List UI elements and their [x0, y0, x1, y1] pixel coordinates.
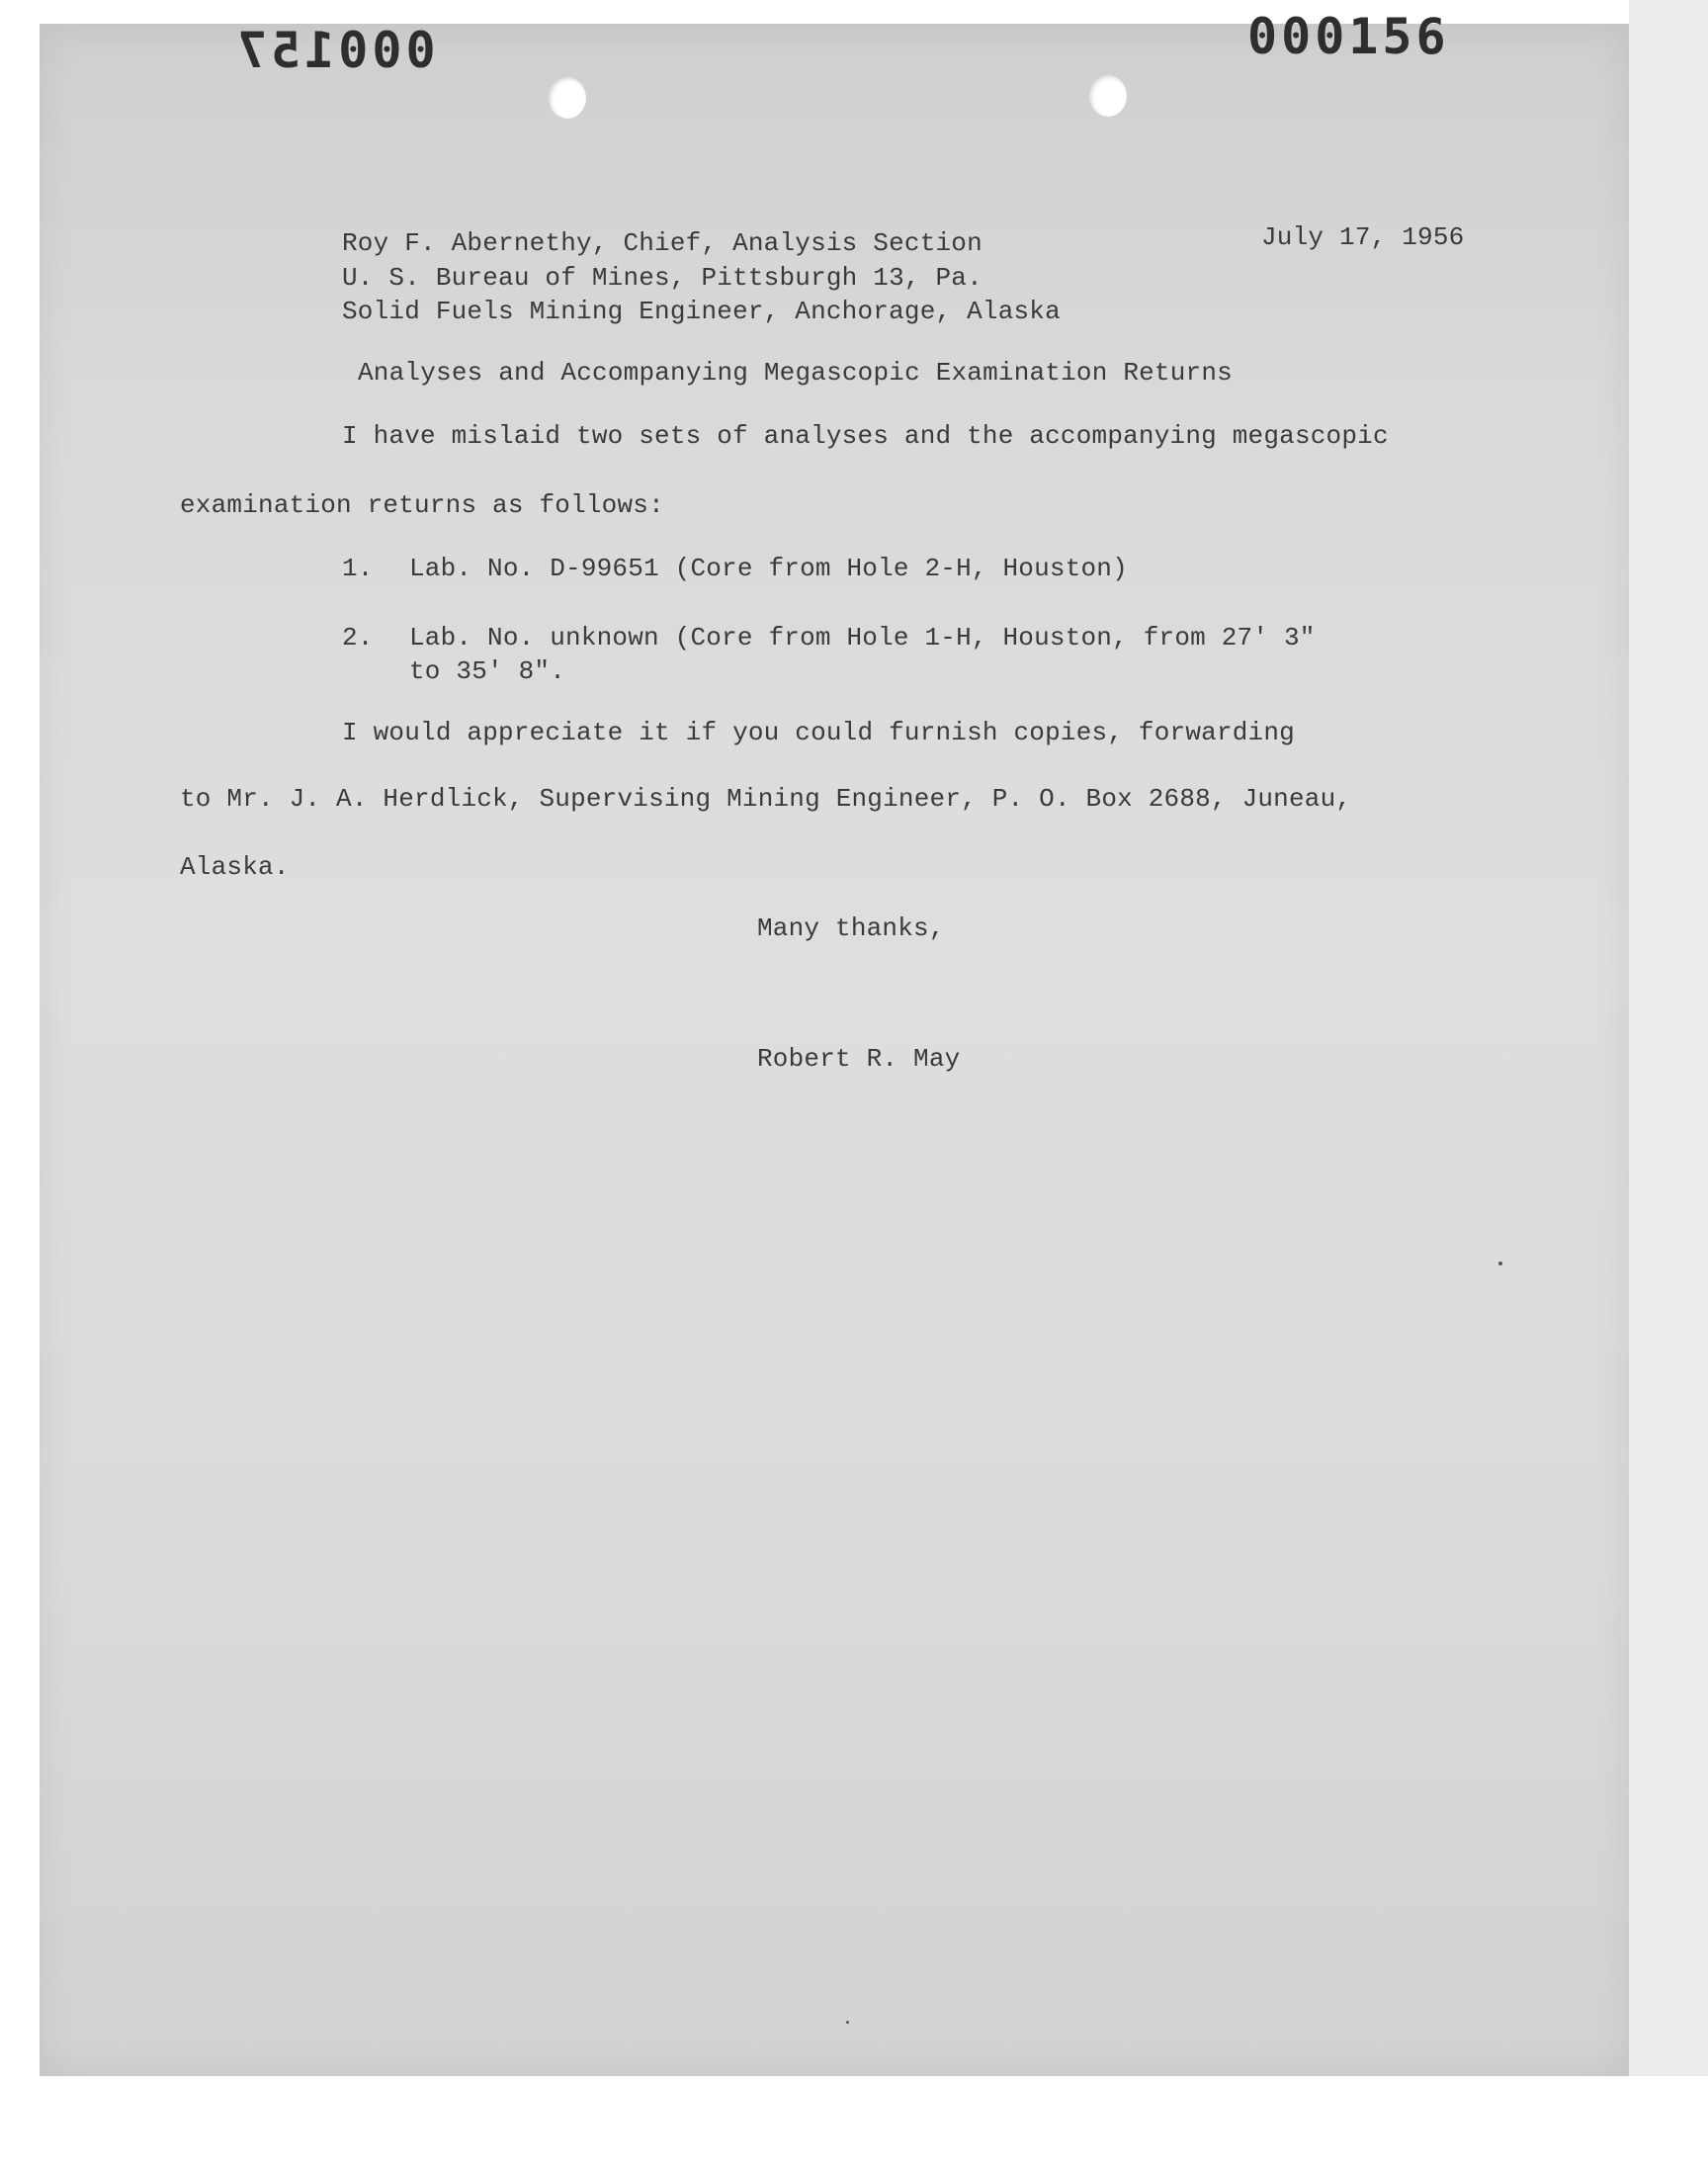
letter-date: July 17, 1956: [1261, 222, 1465, 252]
page-stamp-mirrored: 000157: [233, 22, 436, 79]
list-item-2-number: 2.: [342, 623, 374, 652]
body-paragraph-1-line-1: I have mislaid two sets of analyses and the accompanying megascopic: [342, 421, 1389, 451]
body-paragraph-2-line-2: to Mr. J. A. Herdlick, Supervising Mining Engineer, P. O. Box 2688, Juneau,: [180, 784, 1352, 814]
list-item-1-text: Lab. No. D-99651 (Core from Hole 2-H, Houston): [409, 554, 1128, 583]
signature-name: Robert R. May: [757, 1044, 961, 1074]
list-item-2-continuation: to 35' 8".: [409, 656, 566, 686]
list-item-2-text: Lab. No. unknown (Core from Hole 1-H, Houston, from 27' 3": [409, 623, 1316, 652]
recipient-organization: U. S. Bureau of Mines, Pittsburgh 13, Pa.: [342, 263, 982, 293]
body-paragraph-2-line-1: I would appreciate it if you could furnish copies, forwarding: [342, 718, 1295, 747]
paper-speck: [1498, 1262, 1502, 1265]
page-stamp: 000156: [1247, 8, 1450, 65]
body-paragraph-1-line-2: examination returns as follows:: [180, 490, 664, 520]
closing: Many thanks,: [757, 914, 945, 943]
punch-hole-right: [1089, 75, 1127, 117]
sender: Solid Fuels Mining Engineer, Anchorage, Alaska: [342, 297, 1061, 326]
punch-hole-left: [549, 77, 586, 119]
body-paragraph-2-line-3: Alaska.: [180, 852, 290, 882]
scan-margin: [1629, 0, 1708, 2076]
list-item-1-number: 1.: [342, 554, 374, 583]
paper-speck: [846, 2021, 849, 2024]
subject-line: Analyses and Accompanying Megascopic Examination Returns: [358, 358, 1233, 388]
recipient-name: Roy F. Abernethy, Chief, Analysis Section: [342, 228, 982, 258]
